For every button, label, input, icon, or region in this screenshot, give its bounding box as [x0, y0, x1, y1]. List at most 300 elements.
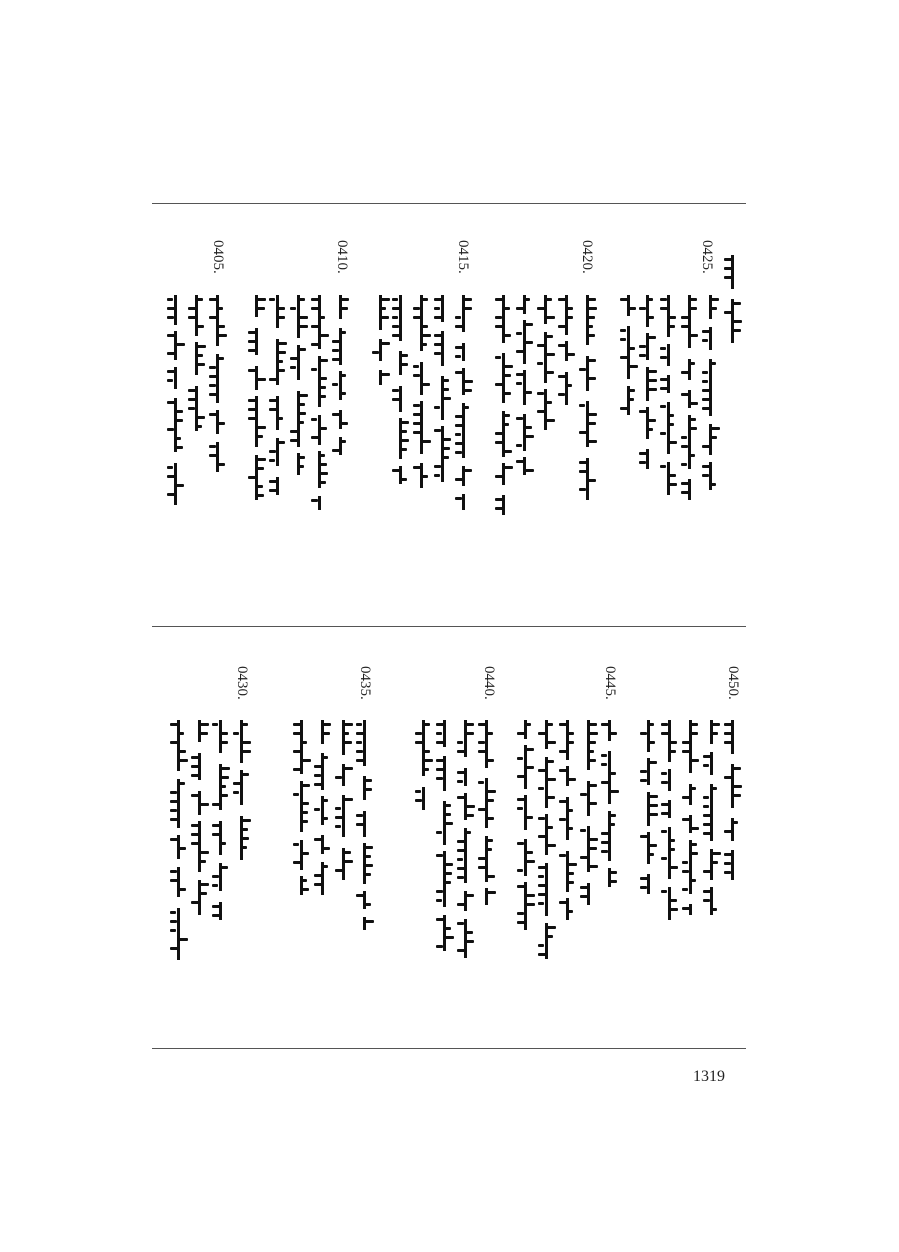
script-stroke	[322, 723, 331, 726]
script-stroke	[478, 808, 486, 811]
script-stroke	[703, 890, 713, 893]
script-stroke	[178, 888, 186, 891]
line-number: 0425.	[699, 240, 715, 274]
script-stroke	[217, 357, 224, 360]
script-stroke	[601, 754, 607, 757]
script-stroke	[524, 341, 533, 344]
script-stroke	[457, 903, 466, 906]
script-stroke	[170, 911, 176, 914]
script-column	[330, 295, 352, 455]
script-stroke	[689, 362, 695, 365]
script-stroke	[545, 316, 555, 319]
script-stroke	[413, 404, 420, 407]
script-stroke	[579, 470, 587, 473]
script-stroke	[241, 828, 248, 831]
script-stroke	[340, 440, 346, 443]
script-stroke	[241, 819, 251, 822]
script-stroke	[724, 276, 732, 279]
script-stroke	[628, 365, 638, 368]
script-stroke	[301, 879, 307, 882]
top-text-block	[160, 215, 740, 615]
script-stroke	[311, 436, 319, 439]
script-stroke	[609, 790, 619, 793]
script-stroke	[587, 334, 595, 337]
script-stroke	[525, 851, 533, 854]
script-stroke	[170, 920, 177, 923]
script-stroke	[463, 406, 469, 409]
script-stroke	[587, 316, 595, 319]
line-number: 0410.	[334, 240, 350, 274]
script-stroke	[457, 840, 466, 843]
script-stroke	[332, 340, 340, 343]
script-stroke	[356, 723, 362, 726]
script-stroke	[517, 921, 527, 924]
mongolian-script-columns	[160, 640, 740, 1040]
script-stroke	[220, 794, 228, 797]
script-stroke	[298, 298, 305, 301]
script-stroke	[580, 856, 589, 859]
script-word	[300, 840, 303, 870]
script-stroke	[648, 723, 654, 726]
script-stroke	[711, 908, 717, 911]
script-stroke	[343, 741, 352, 744]
script-stroke	[392, 325, 399, 328]
script-column	[535, 295, 557, 435]
script-stroke	[601, 723, 611, 726]
script-stroke	[669, 750, 676, 753]
script-stroke	[301, 784, 310, 787]
script-word	[668, 827, 671, 879]
script-stroke	[400, 421, 409, 424]
script-stroke	[455, 371, 463, 374]
script-word	[667, 462, 670, 495]
script-stroke	[465, 732, 474, 735]
script-stroke	[444, 863, 453, 866]
script-stroke	[609, 732, 617, 735]
script-stroke	[559, 750, 569, 753]
script-stroke	[647, 379, 657, 382]
script-word	[216, 442, 219, 472]
script-stroke	[661, 857, 667, 860]
script-stroke	[587, 377, 596, 380]
script-stroke	[340, 422, 348, 425]
script-stroke	[442, 447, 450, 450]
script-stroke	[639, 345, 646, 348]
script-stroke	[682, 888, 688, 891]
script-stroke	[301, 811, 308, 814]
script-stroke	[579, 368, 586, 371]
script-stroke	[178, 938, 188, 941]
script-stroke	[681, 482, 691, 485]
script-stroke	[517, 798, 525, 801]
script-stroke	[516, 307, 526, 310]
script-column	[413, 720, 435, 810]
bottom-rule	[152, 1048, 746, 1049]
script-stroke	[455, 424, 464, 427]
script-stroke	[648, 741, 655, 744]
script-word	[608, 811, 611, 861]
script-stroke	[690, 787, 696, 790]
script-stroke	[647, 370, 657, 373]
script-stroke	[503, 365, 513, 368]
script-stroke	[538, 787, 544, 790]
script-column	[333, 720, 355, 880]
script-stroke	[516, 350, 526, 353]
script-stroke	[681, 445, 688, 448]
script-stroke	[525, 860, 535, 863]
script-stroke	[436, 723, 444, 726]
script-stroke	[380, 307, 386, 310]
script-column	[599, 720, 621, 895]
script-stroke	[400, 363, 408, 366]
script-word	[565, 295, 568, 335]
script-stroke	[463, 380, 473, 383]
script-stroke	[628, 307, 636, 310]
script-stroke	[668, 441, 677, 444]
script-column	[556, 295, 578, 405]
script-stroke	[457, 796, 465, 799]
script-word	[668, 769, 671, 791]
script-stroke	[413, 413, 423, 416]
script-stroke	[332, 349, 339, 352]
script-stroke	[682, 741, 692, 744]
script-stroke	[640, 770, 647, 773]
script-column	[618, 295, 640, 415]
script-stroke	[311, 298, 319, 301]
script-stroke	[293, 732, 302, 735]
script-stroke	[463, 389, 472, 392]
script-stroke	[298, 456, 305, 459]
script-stroke	[319, 316, 325, 319]
script-column	[700, 295, 722, 505]
script-stroke	[269, 450, 276, 453]
script-stroke	[241, 837, 249, 840]
script-stroke	[436, 854, 443, 857]
script-word	[689, 840, 692, 894]
script-stroke	[639, 461, 646, 464]
script-stroke	[587, 325, 593, 328]
script-stroke	[648, 804, 658, 807]
script-stroke	[710, 298, 719, 301]
script-stroke	[322, 865, 328, 868]
script-stroke	[301, 888, 309, 891]
script-stroke	[256, 458, 266, 461]
script-stroke	[455, 346, 465, 349]
script-stroke	[682, 907, 692, 910]
script-stroke	[465, 940, 474, 943]
script-stroke	[298, 316, 308, 319]
script-stroke	[486, 759, 494, 762]
script-word	[255, 396, 258, 447]
script-stroke	[567, 778, 576, 781]
script-stroke	[503, 307, 510, 310]
script-stroke	[199, 883, 209, 886]
script-stroke	[380, 342, 390, 345]
script-stroke	[710, 483, 716, 486]
script-stroke	[681, 436, 687, 439]
script-stroke	[436, 741, 445, 744]
script-stroke	[711, 852, 721, 855]
script-stroke	[269, 298, 275, 301]
script-stroke	[711, 861, 718, 864]
script-stroke	[175, 410, 183, 413]
script-word	[587, 720, 590, 770]
script-stroke	[558, 393, 565, 396]
script-stroke	[732, 302, 741, 305]
script-stroke	[301, 759, 311, 762]
script-stroke	[682, 861, 688, 864]
script-stroke	[588, 802, 597, 805]
script-stroke	[311, 307, 320, 310]
script-word	[586, 295, 589, 345]
script-stroke	[293, 723, 301, 726]
script-stroke	[455, 497, 462, 500]
script-stroke	[444, 813, 451, 816]
script-stroke	[167, 316, 174, 319]
script-stroke	[702, 339, 708, 342]
script-stroke	[588, 732, 598, 735]
script-stroke	[702, 445, 711, 448]
script-stroke	[609, 814, 616, 817]
script-column	[165, 295, 187, 505]
script-word	[566, 797, 569, 840]
script-stroke	[167, 493, 176, 496]
script-stroke	[465, 814, 474, 817]
script-stroke	[558, 344, 566, 347]
script-stroke	[660, 432, 666, 435]
script-stroke	[188, 407, 195, 410]
script-stroke	[503, 466, 513, 469]
script-stroke	[566, 384, 572, 387]
line-number: 0445.	[602, 666, 618, 700]
script-stroke	[580, 886, 588, 889]
script-column	[514, 295, 536, 475]
script-stroke	[660, 378, 670, 381]
script-word	[276, 295, 279, 328]
script-stroke	[525, 748, 534, 751]
script-stroke	[455, 451, 462, 454]
script-stroke	[588, 838, 598, 841]
script-stroke	[524, 469, 534, 472]
script-stroke	[220, 741, 228, 744]
script-stroke	[538, 944, 544, 947]
script-stroke	[421, 475, 428, 478]
script-stroke	[660, 307, 670, 310]
script-stroke	[322, 847, 330, 850]
script-stroke	[364, 864, 373, 867]
script-word	[174, 398, 177, 452]
script-stroke	[196, 354, 203, 357]
script-stroke	[628, 347, 635, 350]
script-stroke	[248, 408, 258, 411]
script-stroke	[421, 334, 431, 337]
script-stroke	[442, 438, 451, 441]
script-stroke	[343, 798, 353, 801]
script-stroke	[298, 403, 305, 406]
script-stroke	[545, 335, 553, 338]
script-stroke	[167, 428, 174, 431]
script-stroke	[524, 298, 530, 301]
script-stroke	[517, 807, 523, 810]
script-stroke	[660, 347, 666, 350]
script-stroke	[724, 732, 734, 735]
script-stroke	[421, 383, 430, 386]
script-stroke	[434, 316, 443, 319]
script-column	[515, 720, 537, 930]
script-stroke	[486, 891, 496, 894]
script-stroke	[343, 860, 353, 863]
script-stroke	[457, 750, 465, 753]
script-stroke	[311, 499, 318, 502]
script-column	[722, 720, 744, 880]
script-word	[667, 402, 670, 454]
script-column	[207, 295, 229, 475]
script-stroke	[525, 723, 531, 726]
script-stroke	[640, 877, 649, 880]
script-stroke	[579, 431, 588, 434]
script-word	[420, 401, 423, 454]
script-column	[453, 295, 475, 510]
script-stroke	[661, 732, 671, 735]
script-stroke	[690, 827, 699, 830]
script-stroke	[314, 838, 322, 841]
middle-rule	[152, 626, 746, 627]
script-stroke	[269, 489, 277, 492]
script-stroke	[457, 780, 463, 783]
script-column	[722, 255, 744, 345]
script-stroke	[669, 866, 678, 869]
script-stroke	[314, 783, 323, 786]
script-column	[701, 720, 723, 920]
script-stroke	[703, 755, 711, 758]
script-stroke	[537, 392, 544, 395]
script-word	[688, 295, 691, 348]
script-column	[679, 295, 701, 500]
script-stroke	[703, 899, 710, 902]
line-number: 0420.	[579, 240, 595, 274]
script-stroke	[486, 799, 494, 802]
script-stroke	[167, 352, 175, 355]
script-column	[354, 720, 376, 930]
script-stroke	[209, 445, 216, 448]
script-stroke	[648, 813, 658, 816]
script-word	[524, 839, 527, 876]
script-stroke	[191, 774, 200, 777]
script-stroke	[478, 741, 485, 744]
script-stroke	[444, 936, 454, 939]
script-stroke	[503, 374, 511, 377]
script-stroke	[567, 863, 577, 866]
script-stroke	[465, 805, 475, 808]
script-stroke	[319, 454, 325, 457]
script-stroke	[668, 423, 674, 426]
script-stroke	[380, 298, 390, 301]
script-stroke	[567, 732, 574, 735]
script-stroke	[661, 812, 669, 815]
script-stroke	[421, 440, 431, 443]
script-stroke	[209, 316, 219, 319]
script-stroke	[724, 871, 731, 874]
script-stroke	[486, 790, 496, 793]
script-column	[432, 295, 454, 500]
script-stroke	[538, 769, 547, 772]
script-stroke	[356, 732, 365, 735]
script-stroke	[269, 480, 278, 483]
script-stroke	[495, 325, 504, 328]
script-stroke	[457, 849, 466, 852]
script-stroke	[199, 732, 208, 735]
script-stroke	[415, 790, 421, 793]
script-stroke	[434, 298, 442, 301]
script-stroke	[640, 886, 647, 889]
mongolian-script-columns	[160, 215, 740, 615]
script-word	[545, 757, 548, 808]
script-stroke	[517, 912, 524, 915]
script-stroke	[628, 398, 634, 401]
script-stroke	[442, 456, 449, 459]
script-stroke	[525, 894, 535, 897]
script-stroke	[364, 903, 371, 906]
script-stroke	[648, 795, 658, 798]
script-stroke	[660, 465, 666, 468]
script-stroke	[209, 454, 219, 457]
script-stroke	[486, 839, 493, 842]
script-stroke	[343, 732, 349, 735]
script-stroke	[209, 413, 219, 416]
script-stroke	[588, 865, 598, 868]
script-column	[411, 295, 433, 495]
script-stroke	[647, 428, 653, 431]
script-stroke	[434, 406, 440, 409]
script-stroke	[248, 369, 258, 372]
script-stroke	[322, 732, 330, 735]
script-stroke	[601, 841, 611, 844]
script-stroke	[191, 765, 199, 768]
script-stroke	[640, 835, 650, 838]
top-rule	[152, 203, 746, 204]
script-stroke	[364, 873, 371, 876]
script-stroke	[293, 750, 303, 753]
script-stroke	[293, 861, 301, 864]
script-stroke	[290, 430, 299, 433]
script-stroke	[495, 316, 502, 319]
script-column	[680, 720, 702, 915]
script-stroke	[465, 723, 474, 726]
script-stroke	[335, 776, 342, 779]
script-stroke	[639, 410, 649, 413]
script-stroke	[711, 723, 720, 726]
script-stroke	[248, 340, 256, 343]
script-stroke	[517, 757, 523, 760]
script-stroke	[724, 830, 732, 833]
script-stroke	[732, 785, 742, 788]
script-stroke	[455, 478, 464, 481]
script-stroke	[457, 771, 467, 774]
script-stroke	[256, 467, 264, 470]
script-stroke	[332, 449, 341, 452]
script-stroke	[191, 756, 200, 759]
script-stroke	[702, 371, 708, 374]
script-stroke	[455, 316, 461, 319]
script-stroke	[495, 507, 503, 510]
script-word	[462, 494, 465, 510]
script-stroke	[538, 732, 547, 735]
script-stroke	[340, 392, 346, 395]
script-stroke	[277, 360, 283, 363]
script-stroke	[175, 437, 181, 440]
script-stroke	[495, 498, 504, 501]
script-stroke	[319, 427, 327, 430]
